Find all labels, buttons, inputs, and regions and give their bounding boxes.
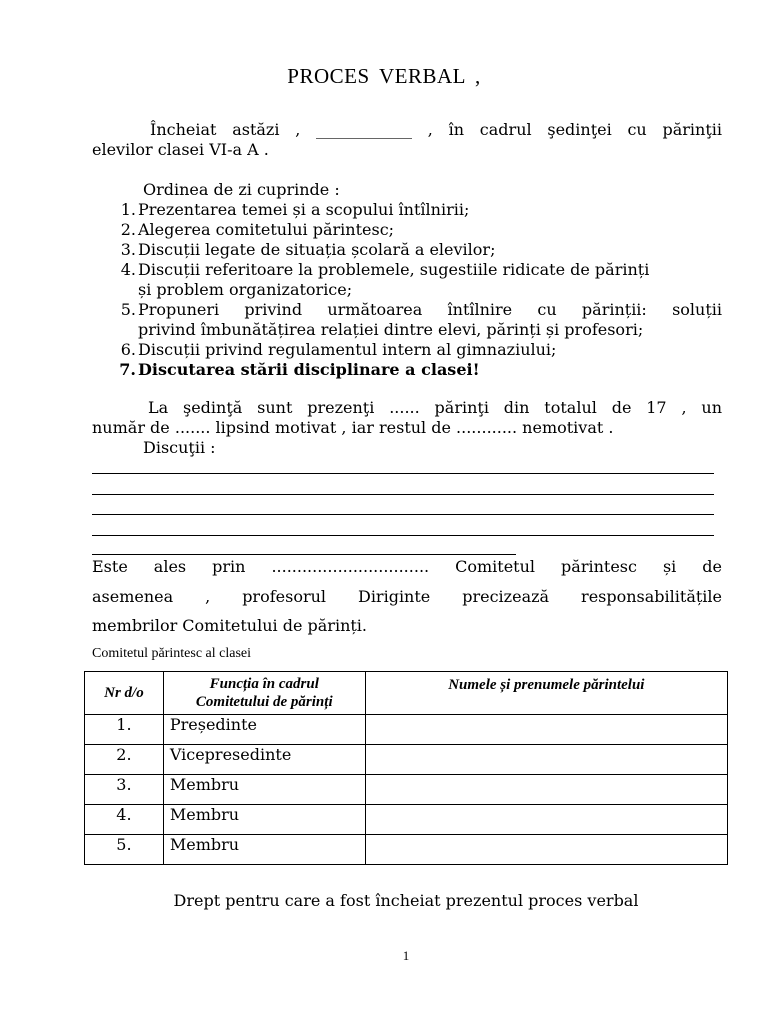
agenda-item-text: Discuții legate de situația școlară a elevilor;: [138, 240, 496, 259]
header-nr: Nr d/o: [85, 672, 164, 715]
agenda-item: [92, 200, 722, 220]
row-function: Vicepresedinte: [163, 745, 365, 775]
election-line-3: membrilor Comitetului de părinți.: [92, 616, 368, 635]
agenda-item: [92, 260, 722, 300]
table-row: [85, 745, 728, 775]
header-function: [163, 672, 365, 715]
table-row: [85, 805, 728, 835]
agenda-item-number: 2.: [120, 220, 136, 239]
agenda-item: [92, 300, 722, 340]
row-function: Președinte: [163, 715, 365, 745]
agenda-item-text: privind îmbunătățirea relației dintre elevi, părinți și profesori;: [138, 320, 644, 339]
table-row: [85, 775, 728, 805]
agenda-item-text: Propuneri privind următoarea întîlnire cu părinții: soluții: [138, 300, 722, 319]
discussions-label: Discuţii :: [143, 438, 216, 457]
intro-line-2: elevilor clasei VI-a A .: [92, 140, 269, 159]
discussion-line: [92, 514, 714, 515]
agenda-item-number: 7.: [119, 360, 136, 379]
row-function: Membru: [163, 805, 365, 835]
row-number: 2.: [85, 745, 164, 775]
table-caption: Comitetul părintesc al clasei: [92, 646, 252, 661]
row-parent-name[interactable]: [365, 715, 727, 745]
row-number: 3.: [85, 775, 164, 805]
row-parent-name[interactable]: [365, 775, 727, 805]
agenda-item: [92, 240, 722, 260]
table-header-row: [85, 672, 728, 715]
intro-line-1: Încheiat astăzi , ____________ , în cadrul şedinţei cu părinţii: [150, 120, 722, 139]
agenda-item-number: 4.: [120, 260, 136, 279]
agenda-item-text: și problem organizatorice;: [138, 280, 353, 299]
agenda-item-number: 3.: [120, 240, 136, 259]
page-title: PROCES VERBAL ,: [287, 64, 481, 88]
attendance-line-2: număr de ....... lipsind motivat , iar restul de ............ nemotivat .: [92, 418, 614, 437]
discussion-line: [92, 494, 714, 495]
row-parent-name[interactable]: [365, 805, 727, 835]
election-line-1: Este ales prin ............................... Comitetul părintesc și de: [92, 557, 722, 576]
agenda-item: [92, 220, 722, 240]
agenda-item-text: Prezentarea temei și a scopului întîlnirii;: [138, 200, 470, 219]
agenda-item-number: 5.: [120, 300, 136, 319]
row-function: Membru: [163, 835, 365, 865]
agenda-item-text: Alegerea comitetului părintesc;: [138, 220, 395, 239]
row-number: 1.: [85, 715, 164, 745]
agenda-item: [92, 360, 722, 380]
agenda-item: [92, 340, 722, 360]
row-number: 5.: [85, 835, 164, 865]
page-number: 1: [402, 948, 410, 963]
attendance-line-1: La şedinţă sunt prezenţi ...... părinţi din totalul de 17 , un: [148, 398, 722, 417]
closing-statement: Drept pentru care a fost încheiat prezentul proces verbal: [173, 891, 639, 910]
committee-table: [84, 671, 728, 865]
table-row: [85, 835, 728, 865]
row-number: 4.: [85, 805, 164, 835]
discussion-line: [92, 473, 714, 474]
agenda-item-text: Discutarea stării disciplinare a clasei!: [138, 360, 480, 379]
header-function-line-2: Comitetului de părinți: [195, 694, 333, 710]
discussion-line: [92, 554, 516, 555]
table-row: [85, 715, 728, 745]
row-parent-name[interactable]: [365, 835, 727, 865]
agenda-item-text: Discuții referitoare la problemele, sugestiile ridicate de părinți: [138, 260, 650, 279]
agenda-item-number: 6.: [120, 340, 136, 359]
row-function: Membru: [163, 775, 365, 805]
discussion-line: [92, 535, 714, 536]
agenda-item-number: 1.: [120, 200, 136, 219]
agenda-item-text: Discuții privind regulamentul intern al gimnaziului;: [138, 340, 557, 359]
election-line-2: asemenea , profesorul Diriginte precizează responsabilitățile: [92, 587, 722, 606]
header-name: Numele și prenumele părintelui: [365, 672, 727, 715]
row-parent-name[interactable]: [365, 745, 727, 775]
agenda-heading: Ordinea de zi cuprinde :: [143, 180, 340, 199]
header-function-line-1: Funcția în cadrul: [209, 676, 319, 692]
